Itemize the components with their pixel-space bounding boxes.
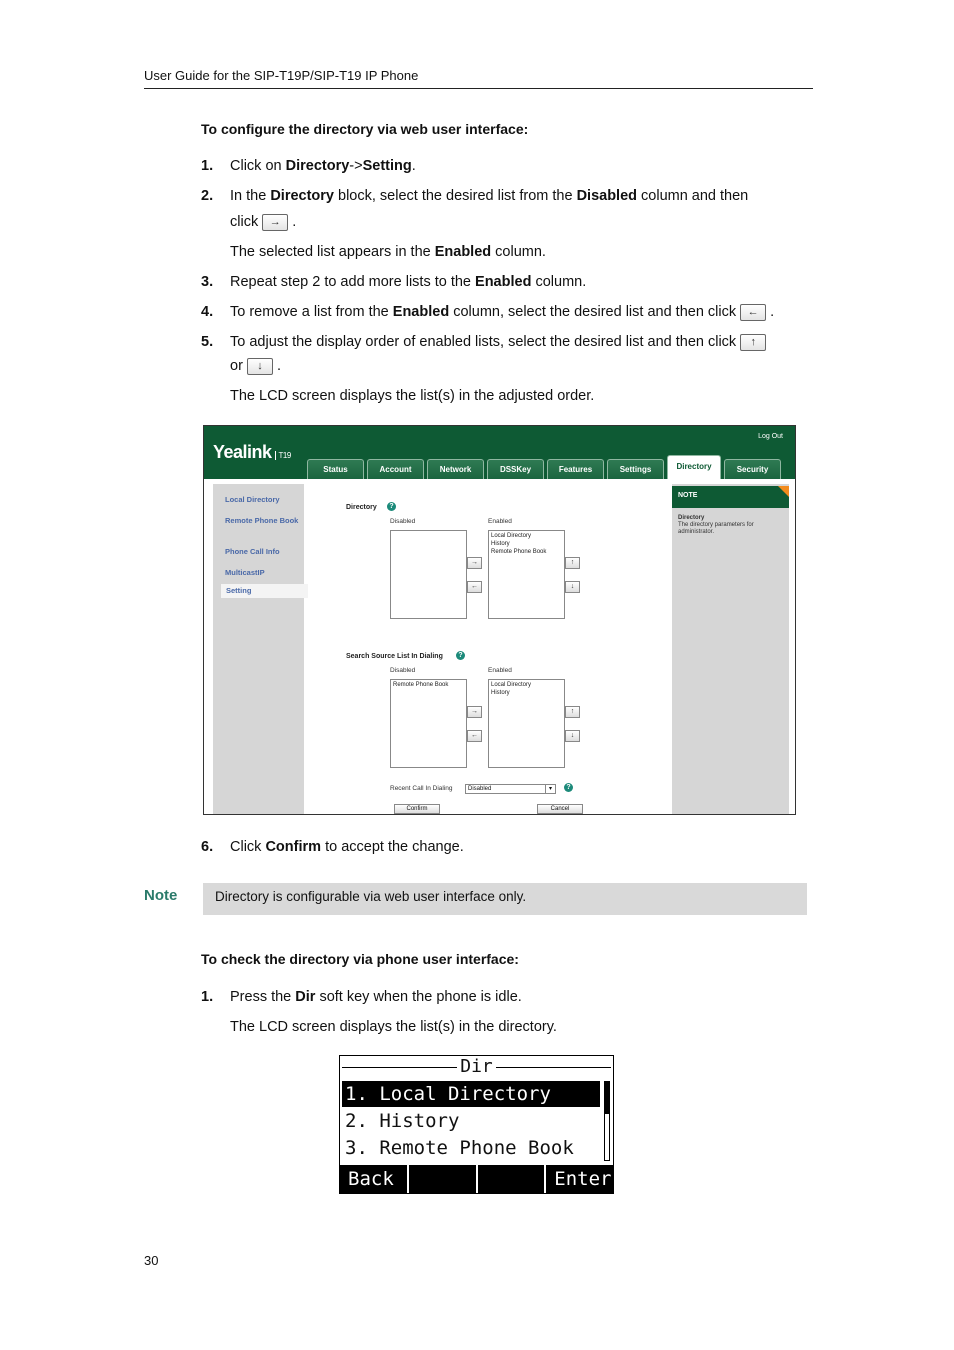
sidebar-item-phone-call-info[interactable]: Phone Call Info (225, 547, 280, 556)
move-up-button[interactable]: ↑ (565, 557, 580, 569)
arrow-left-icon: ← (740, 304, 766, 321)
move-left-button[interactable]: ← (467, 730, 482, 742)
move-down-button[interactable]: ↓ (565, 730, 580, 742)
lcd-softkeys (340, 1165, 613, 1193)
web-content (308, 484, 668, 815)
sidebar-item-remote-phone-book[interactable]: Remote Phone Book (225, 516, 299, 525)
list-item[interactable]: History (491, 690, 510, 696)
softkey-empty[interactable] (409, 1165, 478, 1193)
phone-step-1-result: The LCD screen displays the list(s) in the directory. (230, 1019, 557, 1035)
search-enabled-list[interactable] (488, 679, 565, 768)
confirm-button[interactable]: Confirm (394, 804, 440, 814)
move-left-button[interactable]: ← (467, 581, 482, 593)
directory-disabled-list[interactable] (390, 530, 467, 619)
sidebar-item-setting[interactable]: Setting (221, 584, 313, 598)
lcd-list-item[interactable]: 3. Remote Phone Book (345, 1137, 574, 1159)
note-label: Note (144, 887, 178, 904)
running-header: User Guide for the SIP-T19P/SIP-T19 IP Phone (144, 68, 813, 89)
softkey-back[interactable]: Back (340, 1165, 409, 1193)
search-disabled-list[interactable] (390, 679, 467, 768)
step-2-line2: click → . (230, 214, 297, 230)
arrow-up-icon: ↑ (740, 334, 766, 351)
sidebar-item-local-directory[interactable]: Local Directory (225, 495, 280, 504)
tab-security[interactable]: Security (724, 459, 781, 479)
recent-call-label: Recent Call In Dialing (390, 785, 453, 792)
move-up-button[interactable]: ↑ (565, 706, 580, 718)
web-sidebar (213, 484, 304, 815)
cancel-button[interactable]: Cancel (537, 804, 583, 814)
section-heading-web: To configure the directory via web user interface: (201, 121, 529, 137)
web-tabs (307, 459, 784, 479)
note-panel-title: NOTE (672, 486, 789, 508)
tab-directory[interactable]: Directory (667, 455, 721, 479)
section-heading-phone: To check the directory via phone user interface: (201, 951, 519, 967)
tab-features[interactable]: Features (547, 459, 604, 479)
list-item[interactable]: History (491, 541, 510, 547)
logout-link[interactable]: Log Out (758, 433, 783, 440)
lcd-list-item[interactable]: 2. History (345, 1110, 460, 1132)
tab-dsskey[interactable]: DSSKey (487, 459, 544, 479)
step-number: 1. (201, 158, 214, 174)
step-5-result: The LCD screen displays the list(s) in the adjusted order. (230, 388, 595, 404)
disabled-label: Disabled (390, 667, 416, 674)
arrow-right-icon: → (262, 214, 288, 231)
directory-enabled-list[interactable] (488, 530, 565, 619)
tab-account[interactable]: Account (367, 459, 424, 479)
tab-status[interactable]: Status (307, 459, 364, 479)
list-item[interactable]: Remote Phone Book (393, 682, 449, 688)
move-right-button[interactable]: → (467, 557, 482, 569)
sidebar-item-multicastip[interactable]: MulticastIP (225, 568, 265, 577)
lcd-list-item[interactable]: 1. Local Directory (342, 1081, 600, 1107)
note-panel (672, 484, 789, 815)
recent-call-select[interactable]: Disabled ▾ (465, 784, 556, 794)
enabled-label: Enabled (488, 667, 512, 674)
page-number: 30 (144, 1253, 159, 1268)
softkey-enter[interactable]: Enter (554, 1168, 612, 1190)
lcd-title: Dir (340, 1056, 613, 1078)
move-down-button[interactable]: ↓ (565, 581, 580, 593)
list-item[interactable]: Local Directory (491, 533, 532, 539)
help-icon[interactable]: ? (387, 502, 396, 511)
list-item[interactable]: Remote Phone Book (491, 549, 547, 555)
note-box: Directory is configurable via web user interface only. (203, 883, 807, 915)
web-header (204, 426, 795, 479)
arrow-down-icon: ↓ (247, 358, 273, 375)
yealink-logo: Yealink T19 (213, 442, 291, 462)
tab-settings[interactable]: Settings (607, 459, 664, 479)
corner-fold-icon (778, 486, 789, 497)
help-icon[interactable]: ? (564, 783, 573, 792)
lcd-scrollbar (604, 1081, 610, 1161)
move-right-button[interactable]: → (467, 706, 482, 718)
disabled-label: Disabled (390, 518, 416, 525)
note-panel-text: Directory The directory parameters for administrator. (678, 515, 754, 535)
step-2-result: The selected list appears in the Enabled column. (230, 244, 546, 260)
help-icon[interactable]: ? (456, 651, 465, 660)
list-item[interactable]: Local Directory (491, 682, 532, 688)
tab-network[interactable]: Network (427, 459, 484, 479)
step-5-line2: or ↓ . (230, 358, 281, 374)
search-source-label: Search Source List In Dialing (346, 653, 443, 660)
directory-label: Directory (346, 504, 377, 511)
softkey-empty[interactable] (478, 1165, 547, 1193)
web-ui-screenshot (203, 425, 796, 815)
enabled-label: Enabled (488, 518, 512, 525)
lcd-screen (339, 1055, 614, 1194)
